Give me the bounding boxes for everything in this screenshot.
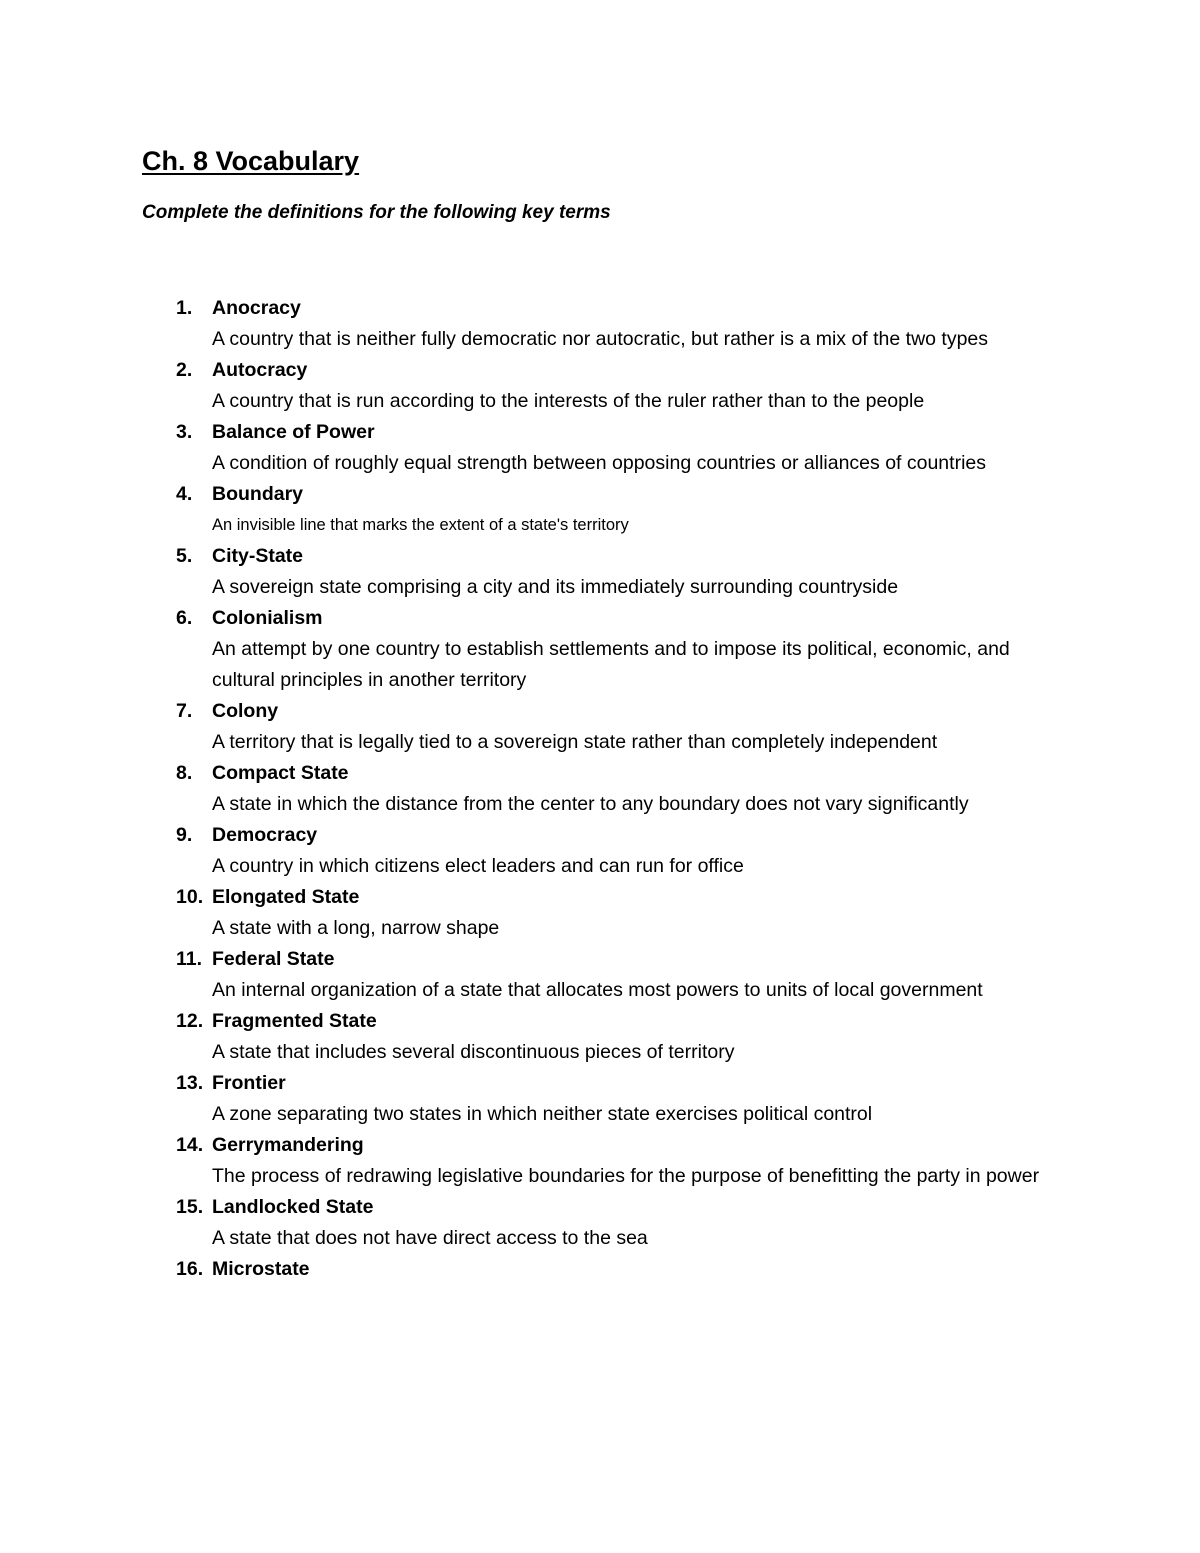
item-term: Boundary [212,483,304,505]
item-definition: A state that does not have direct access to the sea [212,1227,648,1249]
vocabulary-list [176,293,1076,1285]
list-item [176,882,1076,944]
list-item [176,820,1076,882]
item-number: 12. [176,1010,204,1032]
item-definition: A state that includes several discontinuous pieces of territory [212,1041,735,1063]
item-number: 6. [176,607,193,629]
item-number: 16. [176,1258,204,1280]
item-number: 10. [176,886,204,908]
item-number: 8. [176,762,193,784]
item-number: 9. [176,824,193,846]
item-number: 5. [176,545,193,567]
list-item [176,1130,1076,1192]
item-term: City-State [212,545,304,567]
list-item [176,417,1076,479]
item-term: Colony [212,700,279,722]
item-definition: An invisible line that marks the extent of a state's territory [212,516,629,534]
item-term: Federal State [212,948,335,970]
item-term: Colonialism [212,607,323,629]
list-item [176,758,1076,820]
list-item [176,541,1076,603]
item-definition: A state with a long, narrow shape [212,917,500,939]
item-definition: A country in which citizens elect leaders and can run for office [212,855,744,877]
item-term: Frontier [212,1072,286,1094]
item-number: 4. [176,483,193,505]
item-definition: An attempt by one country to establish settlements and to impose its political, economic, and cultural principles in another territory [212,638,1010,691]
list-item [176,1254,1076,1285]
item-term: Gerrymandering [212,1134,364,1156]
item-definition: A zone separating two states in which neither state exercises political control [212,1103,873,1125]
list-item [176,1068,1076,1130]
item-term: Compact State [212,762,349,784]
list-item [176,355,1076,417]
list-item [176,479,1076,541]
item-term: Microstate [212,1258,310,1280]
list-item [176,603,1076,696]
item-number: 2. [176,359,193,381]
item-term: Autocracy [212,359,308,381]
list-item [176,944,1076,1006]
item-number: 3. [176,421,193,443]
item-number: 14. [176,1134,204,1156]
item-number: 7. [176,700,193,722]
list-item [176,1006,1076,1068]
item-definition: A sovereign state comprising a city and its immediately surrounding countryside [212,576,899,598]
page-title: Ch. 8 Vocabulary [142,146,360,176]
list-item [176,293,1076,355]
item-definition: The process of redrawing legislative boundaries for the purpose of benefitting the party in power [212,1165,1040,1187]
item-number: 13. [176,1072,204,1094]
item-number: 11. [176,948,203,970]
item-definition: A country that is run according to the interests of the ruler rather than to the people [212,390,925,412]
item-term: Landlocked State [212,1196,374,1218]
item-term: Fragmented State [212,1010,377,1032]
item-term: Anocracy [212,297,301,319]
list-item [176,1192,1076,1254]
item-definition: A territory that is legally tied to a sovereign state rather than completely independent [212,731,938,753]
item-term: Balance of Power [212,421,375,443]
item-definition: A state in which the distance from the center to any boundary does not vary significantly [212,793,969,815]
item-definition: A country that is neither fully democratic nor autocratic, but rather is a mix of the two types [212,328,989,350]
item-term: Democracy [212,824,318,846]
list-item [176,696,1076,758]
item-number: 1. [176,297,193,319]
page-subtitle: Complete the definitions for the following key terms [142,202,611,223]
item-definition: An internal organization of a state that allocates most powers to units of local government [212,979,983,1001]
item-term: Elongated State [212,886,360,908]
item-definition: A condition of roughly equal strength between opposing countries or alliances of countries [212,452,986,474]
item-number: 15. [176,1196,204,1218]
